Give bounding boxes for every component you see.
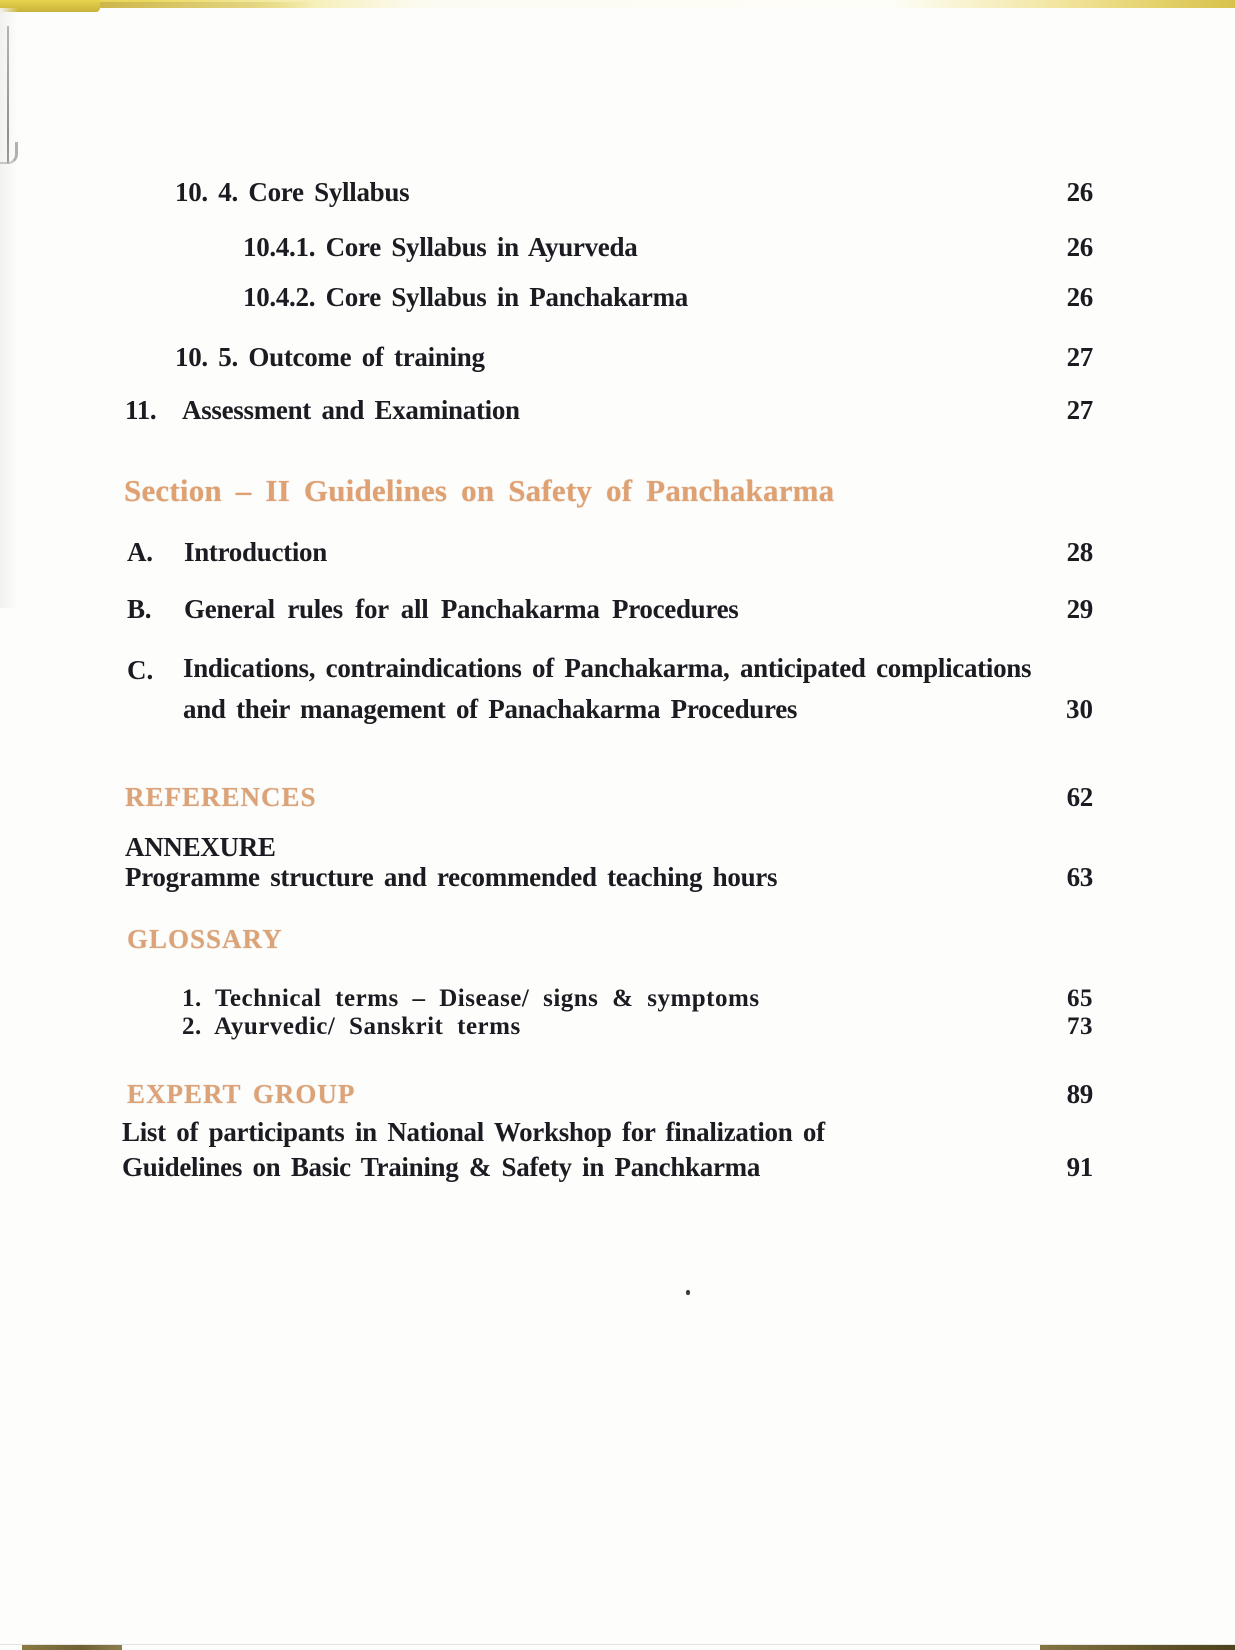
toc-entry-label: Introduction	[184, 537, 327, 567]
toc-row	[127, 923, 1093, 955]
page-number: 28	[1066, 537, 1093, 567]
references-heading: REFERENCES	[125, 782, 317, 812]
section-2-heading: Section – II Guidelines on Safety of Panchakarma	[124, 473, 835, 508]
toc-entry-label: General rules for all Panchakarma Procedures	[184, 594, 739, 624]
page-number: 62	[1066, 782, 1093, 812]
participants-line2: Guidelines on Basic Training & Safety in Panchkarma	[122, 1152, 761, 1182]
scan-bottom-left-strip	[22, 1645, 122, 1650]
toc-row	[125, 781, 1093, 813]
page-number: 27	[1066, 342, 1093, 372]
page-number: 29	[1066, 594, 1093, 624]
toc-row	[125, 394, 1093, 426]
page-number: 91	[1066, 1152, 1093, 1182]
page-number: 73	[1067, 1013, 1093, 1040]
toc-row	[182, 984, 1093, 1014]
toc-row	[127, 593, 1093, 625]
toc-entry-label: 10. 5. Outcome of training	[175, 342, 485, 372]
toc-entry-marker: 11.	[125, 395, 157, 425]
scan-ink-speck	[686, 1290, 690, 1295]
toc-row	[122, 1151, 1093, 1183]
scan-bottom-right-strip	[1040, 1645, 1235, 1650]
annexure-description: Programme structure and recommended teaching hours	[125, 862, 778, 892]
toc-entry-label: Assessment and Examination	[182, 395, 520, 425]
scan-top-left-tail	[100, 2, 315, 8]
page-number: 65	[1067, 985, 1093, 1012]
glossary-item-label: 1. Technical terms – Disease/ signs & symptoms	[182, 985, 760, 1012]
page-number: 26	[1066, 177, 1093, 207]
toc-entry-label-line1: Indications, contraindications of Panchakarma, anticipated complications	[183, 653, 1032, 683]
toc-row	[122, 1116, 1093, 1148]
scan-bottom-hairline	[0, 1644, 1235, 1645]
toc-entry-label: 10.4.1. Core Syllabus in Ayurveda	[243, 232, 638, 262]
toc-row	[125, 861, 1093, 893]
toc-row	[175, 176, 1093, 208]
page-number: 63	[1066, 862, 1093, 892]
page-number: 26	[1066, 282, 1093, 312]
toc-entry-label: 10. 4. Core Syllabus	[175, 177, 410, 207]
glossary-heading: GLOSSARY	[127, 924, 283, 954]
toc-row	[243, 231, 1093, 263]
toc-entry-marker: A.	[127, 537, 153, 567]
toc-row	[182, 1012, 1093, 1042]
toc-row	[175, 341, 1093, 373]
page-number: 89	[1066, 1079, 1093, 1109]
page-number: 26	[1066, 232, 1093, 262]
toc-row	[125, 831, 1093, 863]
toc-row	[243, 281, 1093, 313]
toc-entry-marker: C.	[127, 655, 154, 685]
glossary-item-label: 2. Ayurvedic/ Sanskrit terms	[182, 1013, 521, 1040]
scan-left-shade	[0, 8, 18, 608]
toc-row	[127, 536, 1093, 568]
toc-entry-marker: B.	[127, 594, 152, 624]
expert-group-heading: EXPERT GROUP	[127, 1079, 356, 1109]
annexure-heading: ANNEXURE	[125, 832, 276, 862]
page-number: 30	[1066, 694, 1093, 724]
toc-row	[127, 648, 1093, 730]
toc-row	[127, 1078, 1093, 1110]
participants-line1: List of participants in National Workshop for finalization of	[122, 1117, 825, 1147]
scan-left-hook-mark	[0, 142, 18, 164]
page-number: 27	[1066, 395, 1093, 425]
toc-entry-label: 10.4.2. Core Syllabus in Panchakarma	[243, 282, 689, 312]
toc-entry-label-line2: and their management of Panachakarma Procedures	[183, 694, 798, 724]
